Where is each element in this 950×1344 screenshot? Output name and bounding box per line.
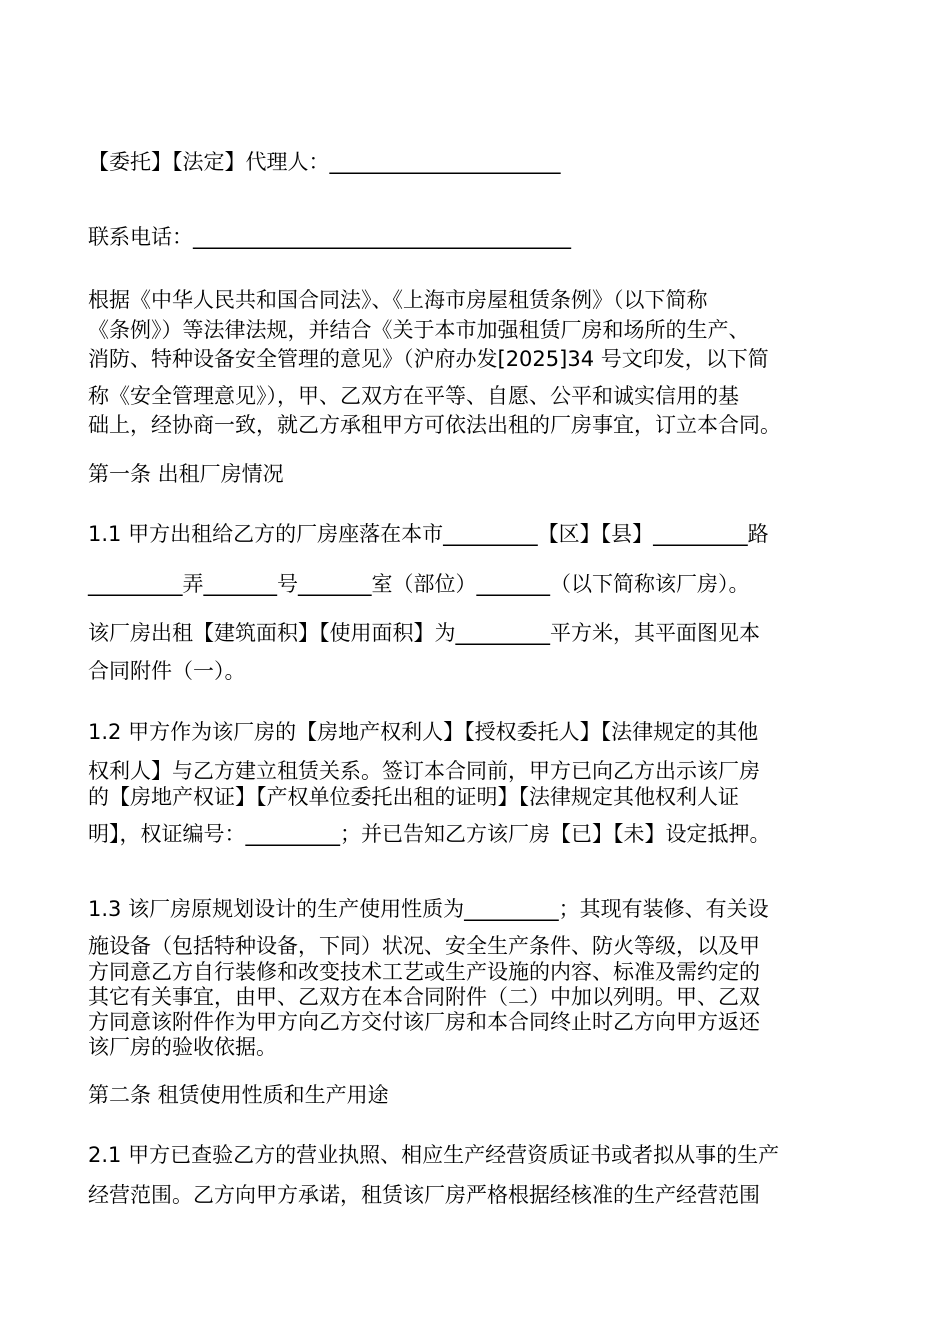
preamble-line-4: 称《安全管理意见》），甲、乙双方在平等、自愿、公平和诚实信用的基 <box>88 384 739 408</box>
preamble-line-3: 消防、特种设备安全管理的意见》（沪府办发[2025]34 号文印发，以下简 <box>88 347 769 371</box>
phone-line: 联系电话：____________________________________ <box>88 225 571 249</box>
preamble-line-5: 础上，经协商一致，就乙方承租甲方可依法出租的厂房事宜，订立本合同。 <box>88 413 781 437</box>
clause-1-3-line-1: 1.3 该厂房原规划设计的生产使用性质为_________；其现有装修、有关设 <box>88 897 769 921</box>
article-2-heading: 第二条 租赁使用性质和生产用途 <box>88 1083 389 1107</box>
clause-1-3-line-3: 方同意乙方自行装修和改变技术工艺或生产设施的内容、标准及需约定的 <box>88 960 760 984</box>
clause-1-2-line-3: 的【房地产权证】【产权单位委托出租的证明】【法律规定其他权利人证 <box>88 785 739 809</box>
clause-1-3-line-2: 施设备（包括特种设备，下同）状况、安全生产条件、防火等级，以及甲 <box>88 934 760 958</box>
clause-1-1-line-3: 该厂房出租【建筑面积】【使用面积】为_________平方米，其平面图见本 <box>88 621 760 645</box>
agent-line: 【委托】【法定】代理人：______________________ <box>88 150 561 174</box>
clause-1-2-line-4: 明】，权证编号：_________；并已告知乙方该厂房【已】【未】设定抵押。 <box>88 822 771 846</box>
clause-1-3-line-4: 其它有关事宜，由甲、乙双方在本合同附件（二）中加以列明。甲、乙双 <box>88 985 760 1009</box>
clause-1-1-line-4: 合同附件（一）。 <box>88 659 246 683</box>
clause-1-2-line-2: 权利人】与乙方建立租赁关系。签订本合同前，甲方已向乙方出示该厂房 <box>88 759 760 783</box>
preamble-line-2: 《条例》）等法律法规，并结合《关于本市加强租赁厂房和场所的生产、 <box>88 318 750 342</box>
clause-1-1-line-2: _________弄_______号_______室（部位）_______（以下简称该厂房）。 <box>88 572 750 596</box>
clause-1-1-line-1: 1.1 甲方出租给乙方的厂房座落在本市_________【区】【县】_________路 <box>88 522 769 546</box>
article-1-heading: 第一条 出租厂房情况 <box>88 462 284 486</box>
clause-2-1-line-1: 2.1 甲方已查验乙方的营业执照、相应生产经营资质证书或者拟从事的生产 <box>88 1143 780 1167</box>
clause-1-2-line-1: 1.2 甲方作为该厂房的【房地产权利人】【授权委托人】【法律规定的其他 <box>88 720 759 744</box>
clause-1-3-line-5: 方同意该附件作为甲方向乙方交付该厂房和本合同终止时乙方向甲方返还 <box>88 1010 760 1034</box>
clause-1-3-line-6: 该厂房的验收依据。 <box>88 1035 277 1059</box>
clause-2-1-line-2: 经营范围。乙方向甲方承诺，租赁该厂房严格根据经核准的生产经营范围 <box>88 1183 760 1207</box>
preamble-line-1: 根据《中华人民共和国合同法》、《上海市房屋租赁条例》（以下简称 <box>88 288 708 312</box>
